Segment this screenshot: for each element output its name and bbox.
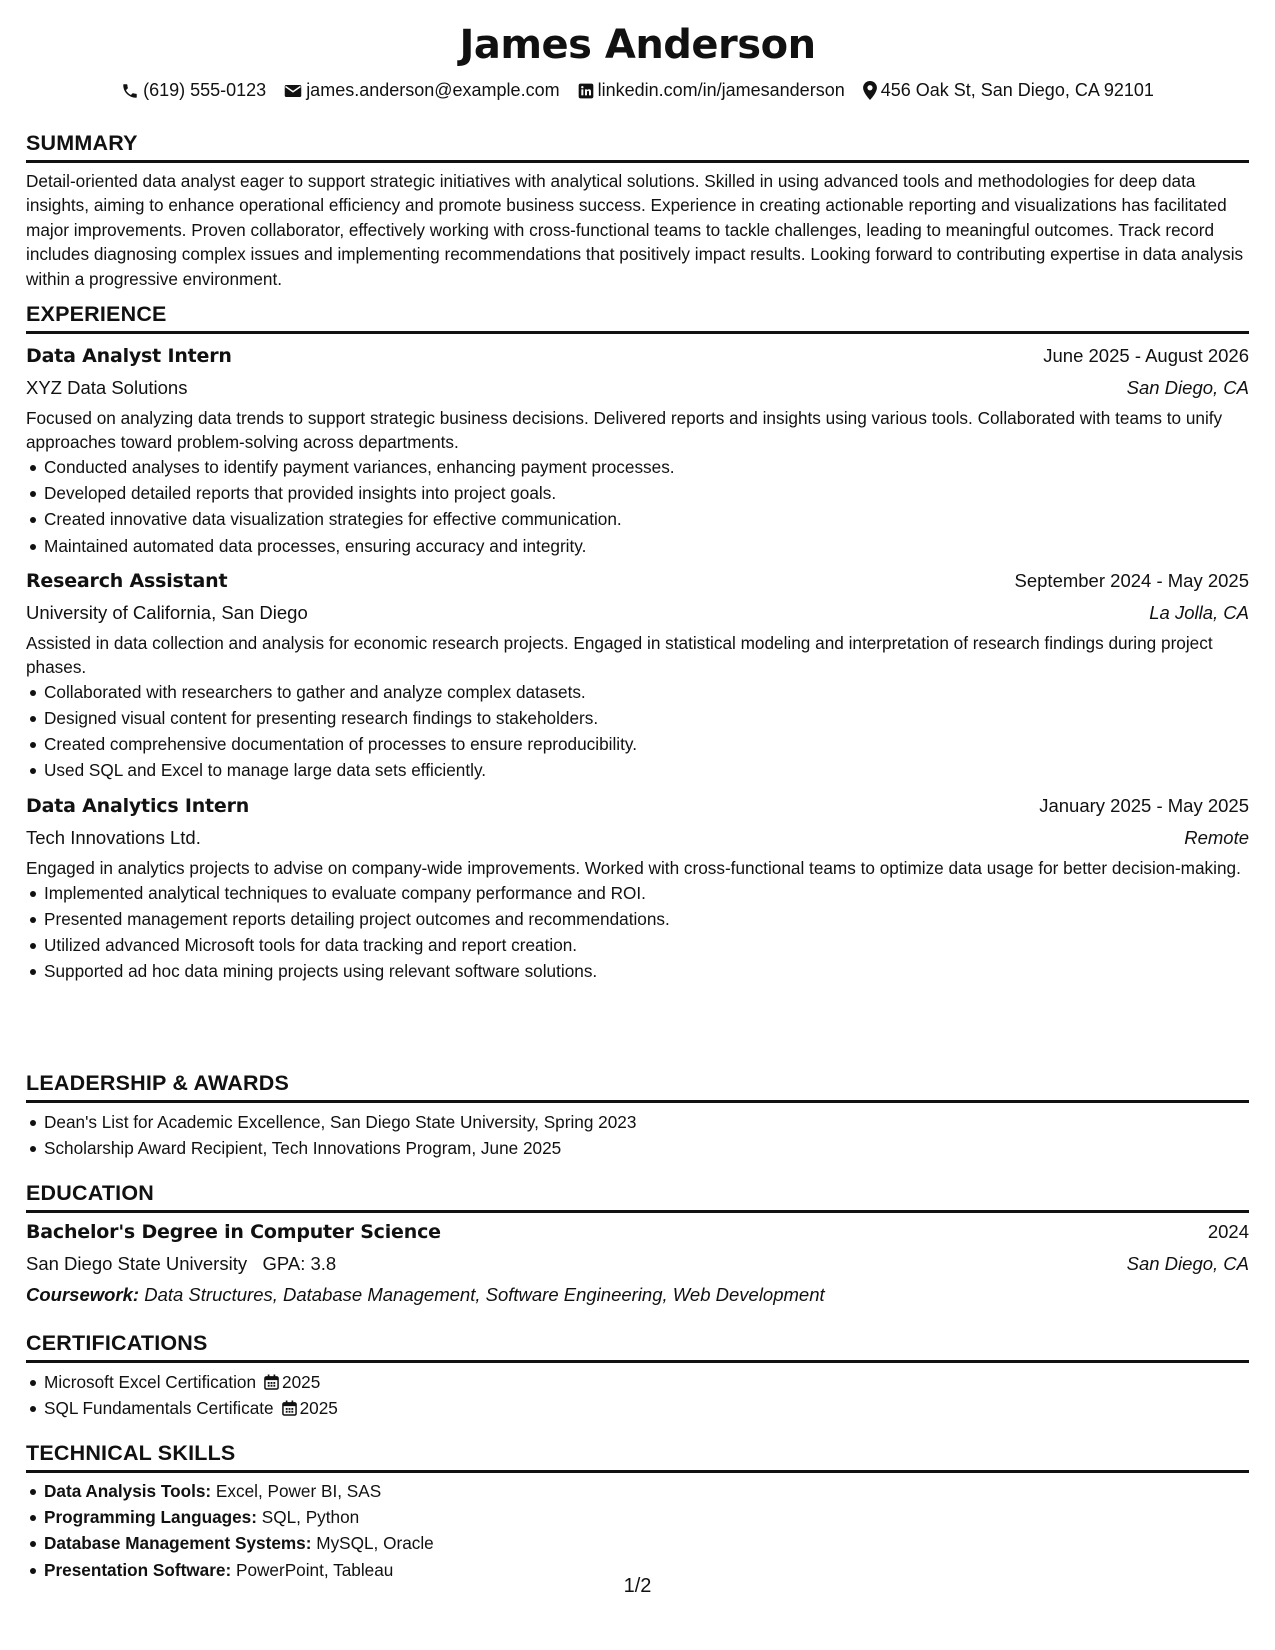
skill-label: Presentation Software: [44,1559,232,1580]
phone-icon [121,82,139,100]
job-dates: June 2025 - August 2026 [1043,345,1249,366]
skill-value: MySQL, Oracle [316,1533,434,1554]
certifications-section [26,1330,1249,1421]
email-text: james.anderson@example.com [306,80,560,100]
list-item [26,1478,1249,1504]
job-entry [26,340,1249,559]
job-company: University of California, San Diego [26,601,308,623]
job-location: Remote [1184,826,1249,848]
section-title-skills: TECHNICAL SKILLS [26,1441,236,1465]
skills-section [26,1440,1249,1583]
section-divider [26,1210,1249,1213]
school-location: San Diego, CA [1126,1253,1249,1274]
school-line [26,1248,336,1279]
section-title-certifications: CERTIFICATIONS [26,1331,208,1355]
section-divider [26,331,1249,334]
contact-phone [121,80,266,101]
job-entry [26,565,1249,784]
section-title-experience: EXPERIENCE [26,302,167,326]
job-location: San Diego, CA [1126,377,1249,398]
resume-page [26,0,1249,1650]
list-item: Conducted analyses to identify payment variances, enhancing payment processes. [26,454,1249,480]
degree-title: Bachelor's Degree in Computer Science [26,1221,441,1243]
list-item: Created innovative data visualization strategies for effective communication. [26,506,1249,532]
list-item: Supported ad hoc data mining projects using relevant software solutions. [26,958,1249,984]
contact-linkedin[interactable] [578,80,845,101]
job-company: Tech Innovations Ltd. [26,826,201,848]
list-item: Created comprehensive documentation of processes to ensure reproducibility. [26,731,1249,757]
summary-text: Detail-oriented data analyst eager to support strategic initiatives with analytical solutions. Skilled in using advanced tools and methodologies for deep data insights, aiming to enhance operational efficiency and promote business success. Experience in creating actionable reporting and visualizations has facilitated major improvements. Proven collaborator, effectively working with cross-functional teams to tackle challenges, leading to meaningful outcomes. Track record includes diagnosing complex issues and implementing recommendations that positively impact results. Looking forward to contributing expertise in data analysis within a progressive environment. [26,171,1244,289]
list-item: Used SQL and Excel to manage large data sets efficiently. [26,757,1249,783]
list-item: Maintained automated data processes, ensuring accuracy and integrity. [26,533,1249,559]
section-title-education: EDUCATION [26,1181,155,1205]
map-pin-icon [863,81,877,100]
skills-list [26,1478,1249,1583]
contact-bar [26,80,1249,101]
envelope-icon [284,83,302,99]
skill-label: Programming Languages: [44,1507,257,1528]
summary-section [26,130,1249,291]
awards-list [26,1109,1249,1161]
gpa: GPA: 3.8 [262,1253,337,1274]
certification-year: 2025 [299,1398,338,1419]
candidate-name: James Anderson [459,22,816,68]
contact-address [863,80,1154,101]
certifications-list [26,1369,1249,1421]
certification-name: Microsoft Excel Certification [44,1372,257,1392]
linkedin-icon [578,83,594,99]
education-entry [26,1216,1249,1310]
coursework-list: Data Structures, Database Management, Software Engineering, Web Development [144,1284,825,1305]
skill-value: PowerPoint, Tableau [235,1559,394,1580]
certification-name: SQL Fundamentals Certificate [44,1398,274,1419]
job-company: XYZ Data Solutions [26,377,188,398]
coursework-line [26,1279,1249,1310]
job-dates: September 2024 - May 2025 [1014,569,1249,591]
job-bullets [26,880,1249,985]
list-item: Presented management reports detailing project outcomes and recommendations. [26,906,1249,932]
linkedin-text: linkedin.com/in/jamesanderson [597,80,845,100]
section-title-leadership: LEADERSHIP & AWARDS [26,1071,290,1095]
address-text: 456 Oak St, San Diego, CA 92101 [880,80,1154,100]
section-title-summary: SUMMARY [26,131,138,155]
calendar-icon [264,1374,279,1390]
skill-value: SQL, Python [261,1507,360,1528]
section-divider [26,160,1249,163]
school-name: San Diego State University [26,1253,248,1274]
job-description: Assisted in data collection and analysis for economic research projects. Engaged in statistical modeling and interpretation of research findings during project phases. [26,632,1213,677]
list-item: Designed visual content for presenting research findings to stakeholders. [26,705,1249,731]
list-item [26,1369,1249,1395]
job-bullets [26,679,1249,784]
job-dates: January 2025 - May 2025 [1039,794,1249,816]
phone-text: (619) 555-0123 [143,80,267,100]
job-title: Data Analytics Intern [26,794,250,817]
list-item: Implemented analytical techniques to evaluate company performance and ROI. [26,880,1249,906]
list-item: Utilized advanced Microsoft tools for data tracking and report creation. [26,932,1249,958]
contact-email[interactable] [284,80,559,101]
list-item: Developed detailed reports that provided insights into project goals. [26,480,1249,506]
education-section [26,1180,1249,1310]
leadership-section [26,1070,1249,1161]
list-item: Scholarship Award Recipient, Tech Innovations Program, June 2025 [26,1135,1249,1161]
graduation-year: 2024 [1207,1221,1249,1242]
list-item [26,1530,1249,1556]
section-divider [26,1360,1249,1363]
coursework-label: Coursework: [26,1284,140,1305]
skill-label: Data Analysis Tools: [44,1481,212,1501]
section-divider [26,1100,1249,1103]
job-title: Data Analyst Intern [26,345,232,367]
list-item: Dean's List for Academic Excellence, San Diego State University, Spring 2023 [26,1109,1249,1135]
list-item: Collaborated with researchers to gather and analyze complex datasets. [26,679,1249,705]
job-entry [26,790,1249,985]
job-description: Engaged in analytics projects to advise on company-wide improvements. Worked with cross-functional teams to optimize data usage for better decision-making. [26,857,1241,878]
page-number: 1/2 [623,1575,652,1597]
certification-year: 2025 [282,1372,321,1392]
section-divider [26,1470,1249,1473]
job-location: La Jolla, CA [1149,601,1249,623]
skill-value: Excel, Power BI, SAS [215,1481,382,1501]
calendar-icon [282,1400,297,1416]
job-description: Focused on analyzing data trends to support strategic business decisions. Delivered reports and insights using various tools. Collaborated with teams to unify approaches toward problem-solving across departments. [26,408,1223,452]
job-bullets [26,454,1249,559]
job-title: Research Assistant [26,569,228,592]
list-item [26,1504,1249,1530]
list-item [26,1395,1249,1421]
skill-label: Database Management Systems: [44,1533,312,1554]
experience-section [26,301,1249,984]
